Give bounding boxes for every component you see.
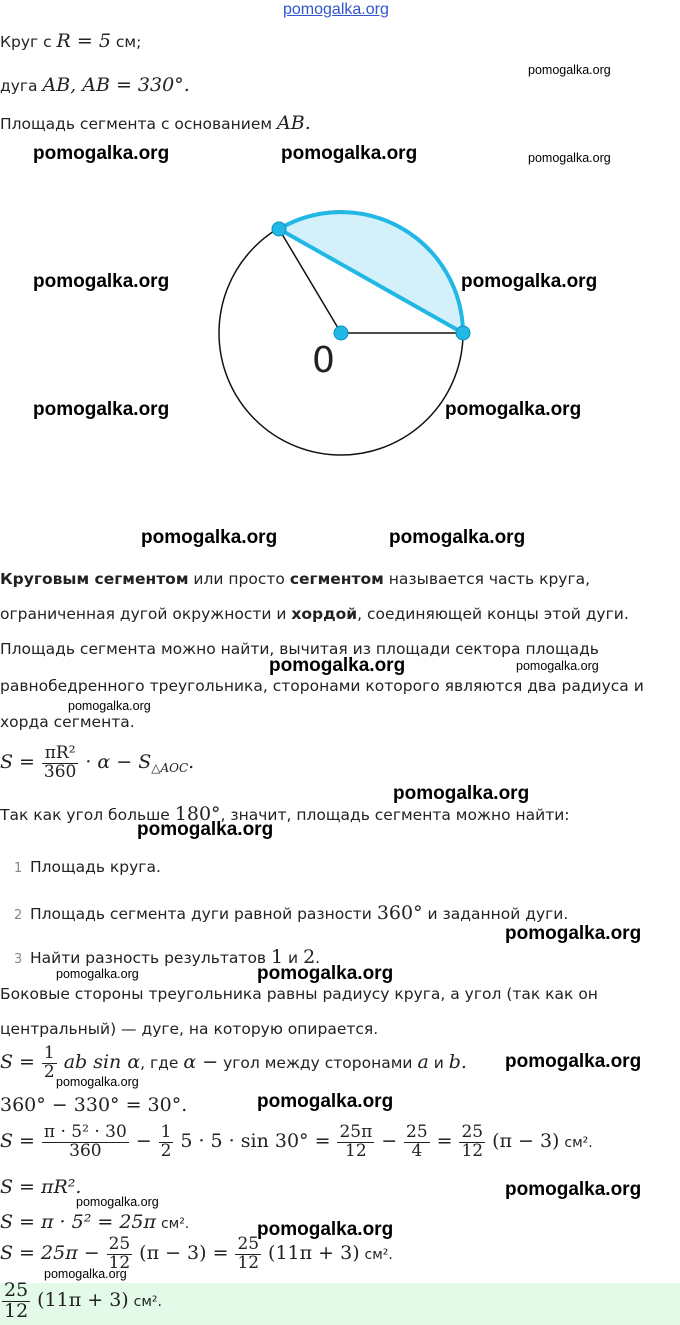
fraction <box>337 1124 374 1161</box>
text: дуга <box>0 77 38 95</box>
center-label: 0 <box>312 340 335 381</box>
fraction <box>159 1124 174 1161</box>
watermark: pomogalka.org <box>137 819 274 840</box>
watermark: pomogalka.org <box>44 1267 127 1281</box>
math: ab sin α <box>63 1050 141 1073</box>
step-text: и заданной дуги. <box>427 905 569 923</box>
math: (11π + 3) <box>37 1288 129 1311</box>
watermark: pomogalka.org <box>257 1091 394 1112</box>
watermark: pomogalka.org <box>516 659 599 673</box>
watermark: pomogalka.org <box>33 271 170 292</box>
text: называется часть круга, <box>383 570 591 588</box>
math: S = <box>0 1050 35 1073</box>
fraction <box>459 1124 485 1161</box>
numerator: 25π <box>339 1122 373 1142</box>
math: S = <box>0 750 35 773</box>
math: AB, AB = 330°. <box>42 74 190 96</box>
problem-line-1 <box>0 30 141 52</box>
watermark: pomogalka.org <box>445 399 582 420</box>
step-text: . <box>315 949 321 967</box>
denominator: 2 <box>160 1140 172 1161</box>
theory-line-3: Площадь сегмента можно найти, вычитая из площади сектора площадь <box>0 640 599 658</box>
unit: см². <box>364 1246 393 1263</box>
math: 1 <box>271 946 284 968</box>
step-text: и <box>288 949 299 967</box>
circle-area-value <box>0 1211 189 1233</box>
text: Круг с <box>0 33 52 51</box>
step-number: 3 <box>14 952 23 967</box>
math: S = 25π − <box>0 1241 100 1264</box>
math: S = <box>0 1129 35 1152</box>
math: AB. <box>277 112 311 134</box>
math: 360° <box>376 902 423 924</box>
fraction <box>42 1124 129 1161</box>
watermark: pomogalka.org <box>505 1179 642 1200</box>
numerator: πR² <box>42 745 78 764</box>
theory-line-5: хорда сегмента. <box>0 713 135 731</box>
step-text: Площадь круга. <box>30 858 161 876</box>
watermark: pomogalka.org <box>528 63 611 77</box>
denominator: 4 <box>411 1140 423 1161</box>
numerator: 1 <box>160 1122 172 1142</box>
numerator: 25 <box>406 1122 428 1142</box>
text: Площадь сегмента с основанием <box>0 115 273 133</box>
watermark: pomogalka.org <box>461 271 598 292</box>
watermark: pomogalka.org <box>505 923 642 944</box>
fraction <box>42 745 78 782</box>
step-item <box>0 858 161 876</box>
numerator: 25 <box>108 1234 131 1254</box>
fraction <box>42 1045 57 1082</box>
watermark: pomogalka.org <box>33 399 170 420</box>
numerator: π · 5² · 30 <box>43 1122 127 1142</box>
fraction <box>235 1236 261 1273</box>
denominator: 12 <box>345 1140 367 1161</box>
unit: см². <box>133 1293 162 1310</box>
watermark: pomogalka.org <box>269 655 406 676</box>
watermark: pomogalka.org <box>56 1075 139 1089</box>
text: , соединяющей концы этой дуги. <box>357 605 629 623</box>
denominator: 360 <box>69 1140 102 1161</box>
angle-calculation: 360° − 330° = 30°. <box>0 1094 188 1116</box>
text: Так как угол больше <box>0 806 170 824</box>
math: b. <box>448 1050 467 1073</box>
denominator: 12 <box>4 1299 29 1322</box>
point-b <box>456 326 470 340</box>
watermark: pomogalka.org <box>393 783 530 804</box>
solution-line-2: центральный) — дуге, на которую опирается. <box>0 1020 379 1038</box>
sector-formula <box>0 745 194 782</box>
text: , значит, площадь сегмента можно найти: <box>220 806 570 824</box>
watermark: pomogalka.org <box>257 963 394 984</box>
denominator: 12 <box>461 1140 484 1161</box>
answer <box>0 1281 162 1322</box>
segment-area-formula <box>0 1124 593 1161</box>
math: 5 · 5 · sin 30° = <box>180 1129 331 1152</box>
theory-line-1 <box>0 570 590 588</box>
math: · α − S <box>85 750 152 773</box>
theory-line-6 <box>0 803 570 825</box>
numerator: 25 <box>461 1122 484 1142</box>
text: угол между сторонами <box>223 1053 413 1072</box>
denominator: 12 <box>108 1252 131 1273</box>
bold-term: Круговым сегментом <box>0 570 189 588</box>
problem-line-2 <box>0 74 190 96</box>
fraction <box>404 1124 430 1161</box>
theory-line-4: равнобедренного треугольника, сторонами которого являются два радиуса и <box>0 677 644 695</box>
step-text: Площадь сегмента дуги равной разности <box>30 905 372 923</box>
unit: см². <box>564 1134 593 1151</box>
math: − <box>135 1129 152 1152</box>
denominator: 2 <box>43 1061 55 1082</box>
math: a <box>417 1050 429 1073</box>
watermark: pomogalka.org <box>505 1051 642 1072</box>
answer-box <box>0 1279 680 1325</box>
math: (π − 3) = <box>139 1241 229 1264</box>
watermark: pomogalka.org <box>33 143 170 164</box>
text: , где <box>140 1053 179 1072</box>
problem-line-3 <box>0 112 311 134</box>
numerator: 25 <box>4 1279 29 1301</box>
watermark: pomogalka.org <box>141 527 278 548</box>
watermark: pomogalka.org <box>528 151 611 165</box>
math: (11π + 3) <box>268 1241 360 1264</box>
solution-line-1: Боковые стороны треугольника равны радиусу круга, а угол (так как он <box>0 985 598 1003</box>
math: S = π · 5² = 25π <box>0 1211 156 1233</box>
math: . <box>188 750 195 773</box>
point-center <box>334 326 348 340</box>
text: см; <box>115 33 142 51</box>
circle-area-formula: S = πR². <box>0 1176 82 1198</box>
bold-term: сегментом <box>289 570 384 588</box>
step-number: 1 <box>14 861 23 876</box>
math-subscript: △AOC <box>151 760 189 775</box>
text: ограниченная дугой окружности и <box>0 605 292 623</box>
watermark: pomogalka.org <box>283 1 389 18</box>
text: и <box>433 1053 444 1072</box>
math: − <box>381 1129 398 1152</box>
step-number: 2 <box>14 908 23 923</box>
watermark: pomogalka.org <box>257 1219 394 1240</box>
fraction <box>2 1281 30 1322</box>
segment-fill <box>279 212 463 333</box>
step-item <box>0 902 568 924</box>
numerator: 1 <box>43 1043 55 1063</box>
math: (π − 3) <box>492 1129 560 1152</box>
denominator: 360 <box>43 761 77 782</box>
bold-term: хордой <box>291 605 358 623</box>
watermark: pomogalka.org <box>389 527 526 548</box>
watermark: pomogalka.org <box>76 1195 159 1209</box>
theory-line-2 <box>0 605 629 623</box>
unit: см². <box>160 1216 190 1232</box>
step-text: Найти разность результатов <box>30 949 267 967</box>
watermark: pomogalka.org <box>68 699 151 713</box>
segment-figure <box>0 180 680 480</box>
watermark: pomogalka.org <box>281 143 418 164</box>
math: = <box>436 1129 453 1152</box>
denominator: 12 <box>237 1252 260 1273</box>
math: 180° <box>174 803 221 825</box>
watermark: pomogalka.org <box>56 967 139 981</box>
numerator: 25 <box>237 1234 260 1254</box>
text: или просто <box>188 570 290 588</box>
math: α − <box>183 1050 219 1073</box>
math: R = 5 <box>56 30 111 52</box>
math: 2 <box>303 946 316 968</box>
point-a <box>272 222 286 236</box>
